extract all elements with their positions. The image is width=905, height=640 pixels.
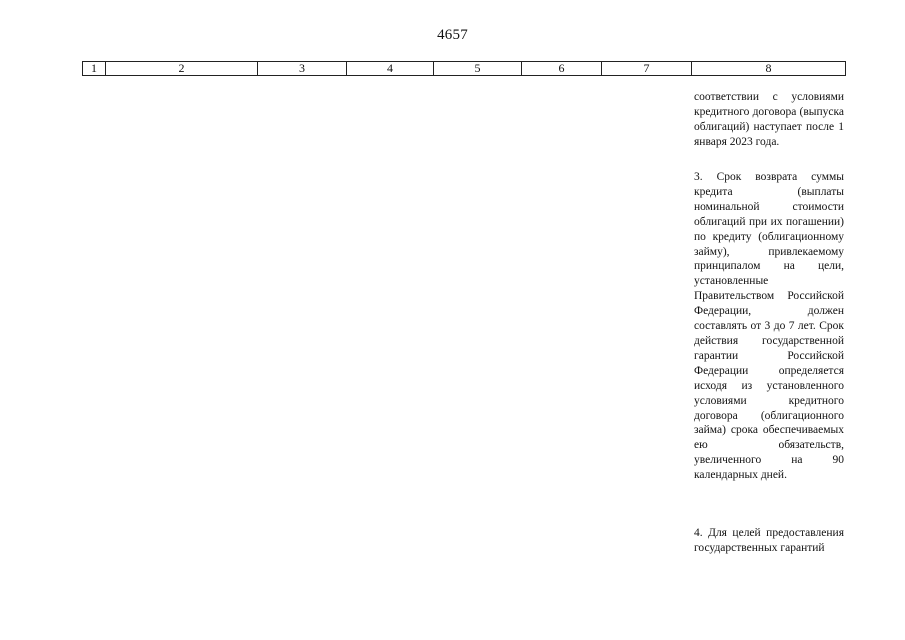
paragraph-text: 3. Срок возврата суммы кредита (выплаты номинальной стоимости облигаций при их погашении) по кредиту (облигационному займу), привлекаемому принципалом на цели, установленные Правительством Российской Федерации, должен составлять от 3 до 7 лет. Срок действия государственной гарантии Российской Федерации определяется исходя из установленного условиями кредитного договора (облигационного займа) срока обеспечиваемых ею обязательств, увеличенного на 90 календарных дней. (694, 171, 844, 482)
header-cell-6: 6 (522, 62, 602, 76)
paragraph-text: соответствии с условиями кредитного договора (выпуска облигаций) наступает после 1 января 2023 года. (694, 91, 844, 148)
column-8-paragraph (694, 90, 844, 150)
page-number: 4657 (437, 27, 468, 43)
column-8-paragraph (694, 170, 844, 483)
header-cell-2: 2 (106, 62, 258, 76)
header-cell-8: 8 (692, 62, 846, 76)
header-cell-3: 3 (258, 62, 347, 76)
header-cell-7: 7 (602, 62, 692, 76)
header-cell-5: 5 (434, 62, 522, 76)
header-row (83, 62, 846, 76)
header-cell-1: 1 (83, 62, 106, 76)
paragraph-text: 4. Для целей предоставления государственных гарантий (694, 527, 844, 554)
column-number-header-table (82, 61, 846, 76)
header-cell-4: 4 (347, 62, 434, 76)
column-8-paragraph (694, 526, 844, 556)
